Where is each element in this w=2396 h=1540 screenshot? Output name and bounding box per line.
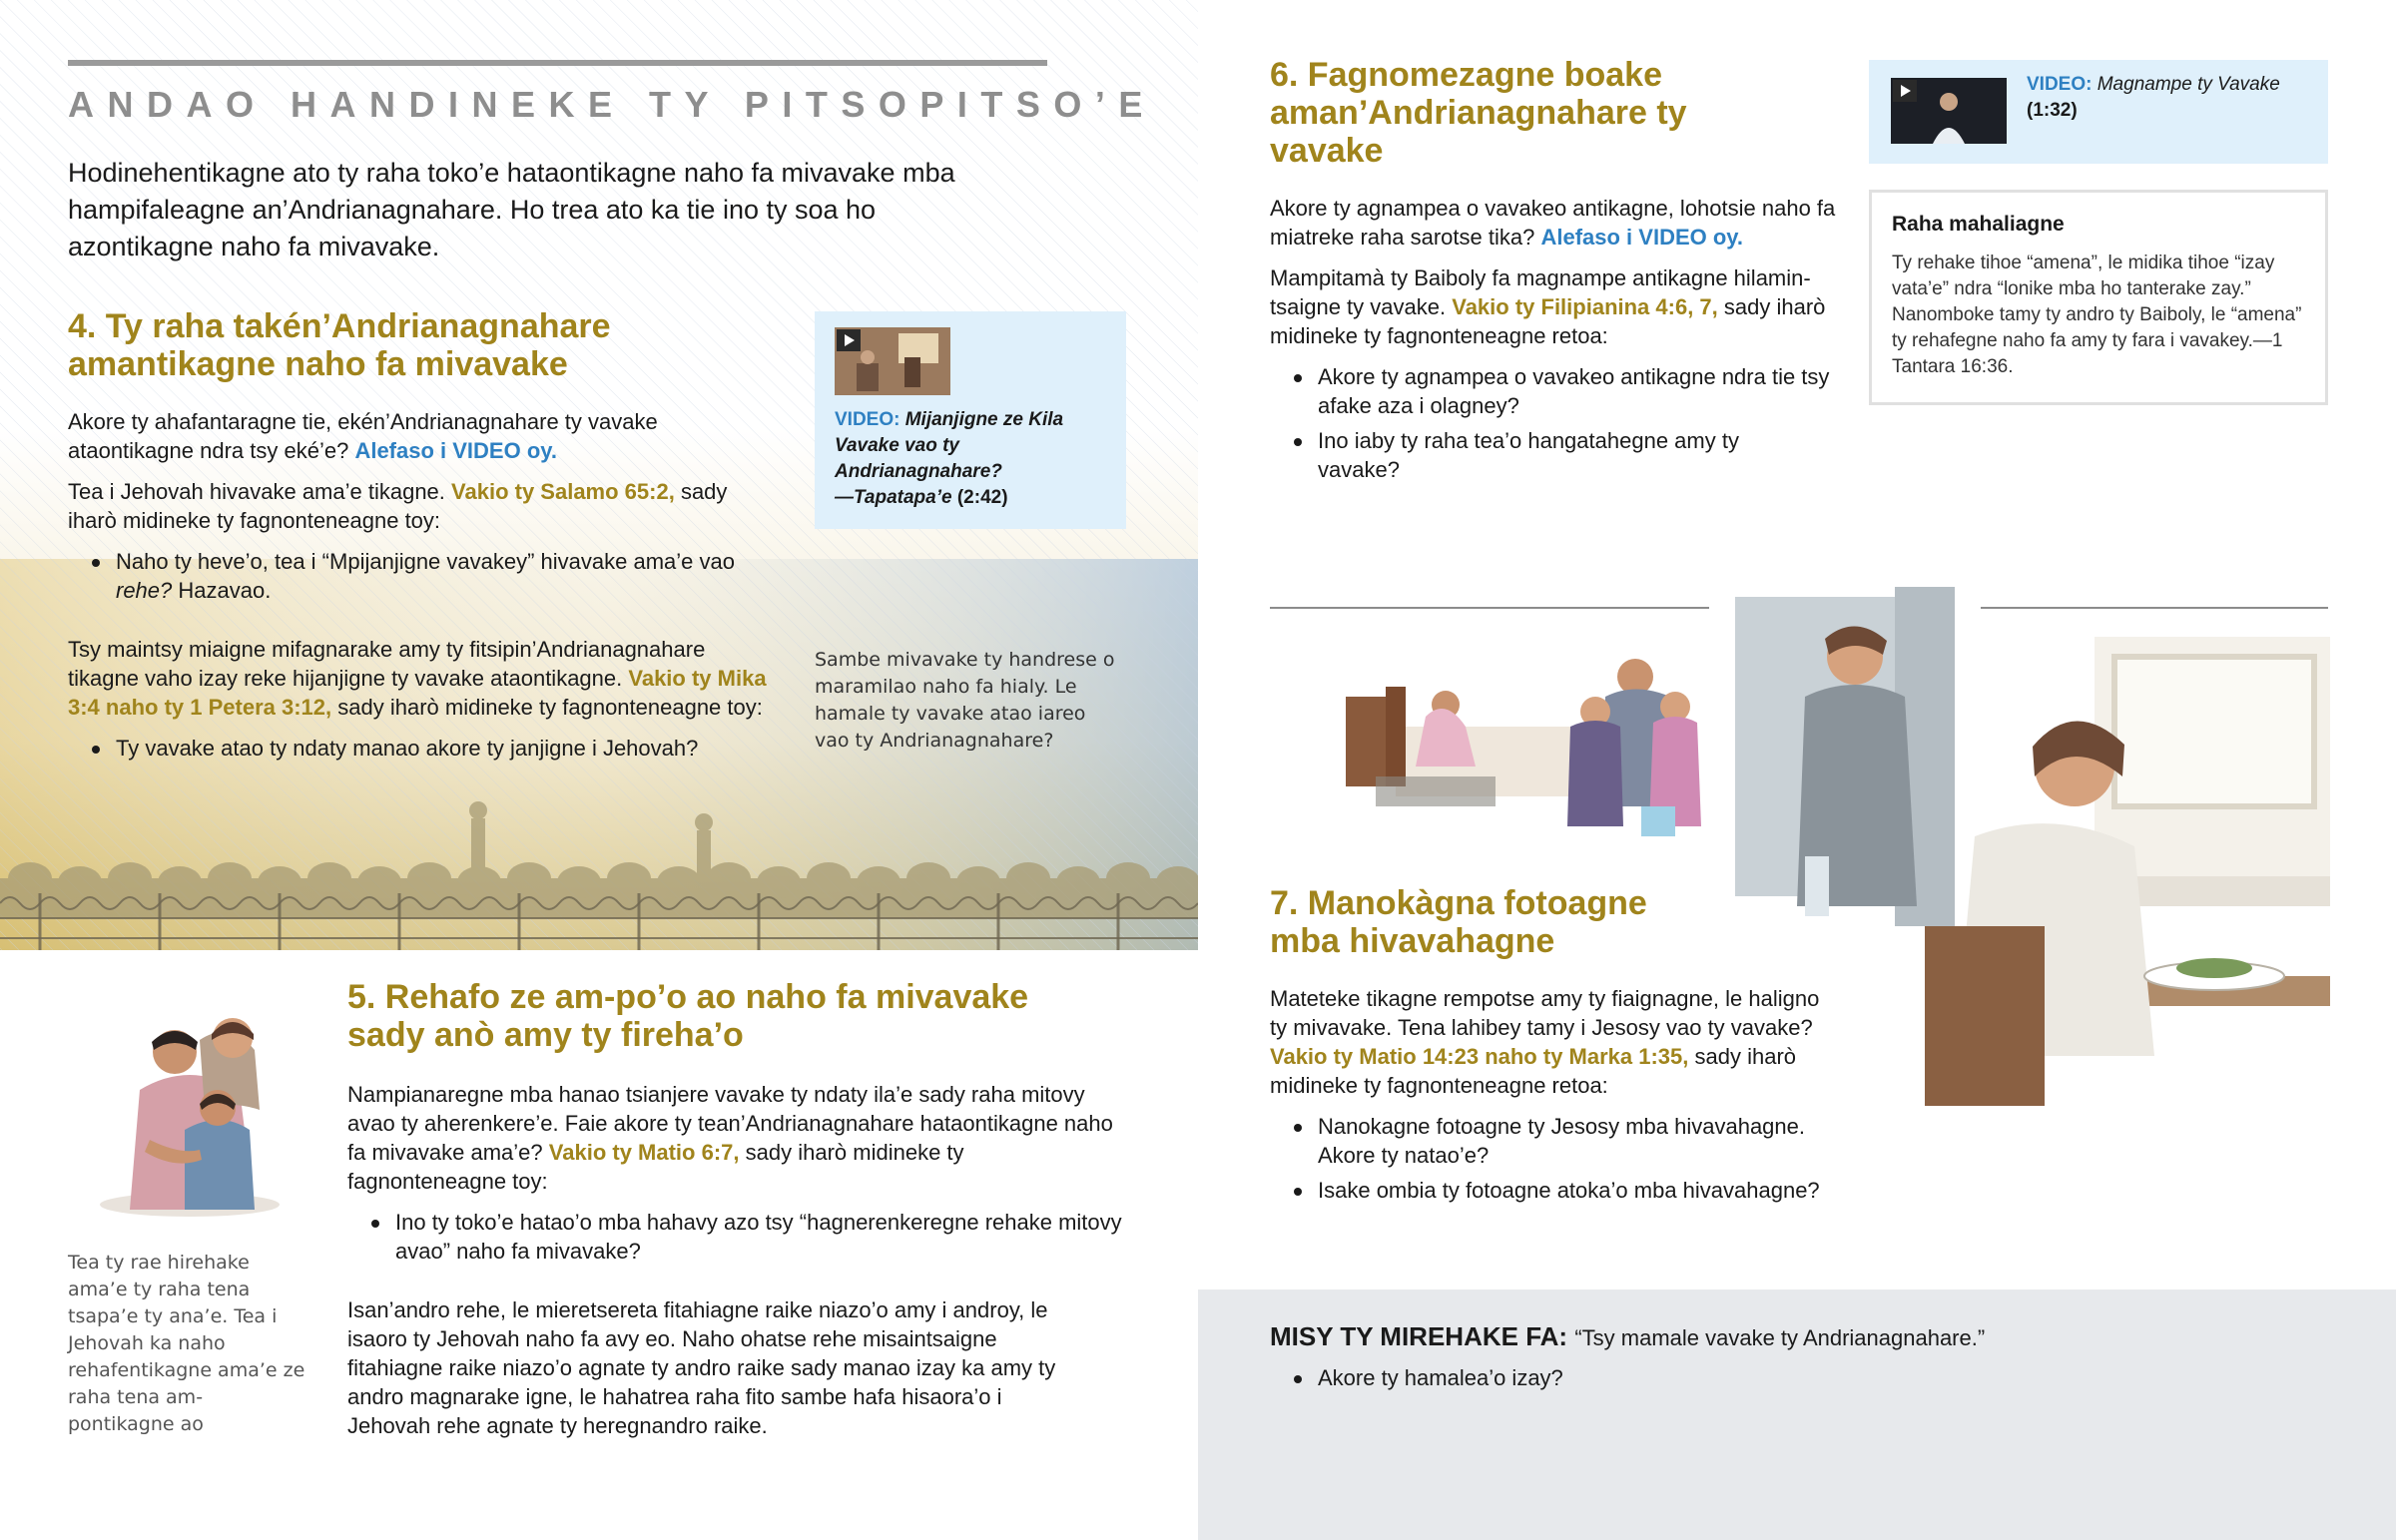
footer-claim — [1270, 1319, 2348, 1355]
section4-bullet2: Ty vavake atao ty ndaty manao akore ty janjigne i Jehovah? — [68, 734, 767, 763]
section4-ref-salamo[interactable]: Vakio ty Salamo 65:2, — [451, 479, 675, 504]
video-thumbnail-2[interactable] — [1891, 78, 2007, 144]
section4-title: 4. Ty raha takén’Andrianagnahare amantikagne naho fa mivavake — [68, 307, 611, 383]
sidebox-text: Ty rehake tihoe “amena”, le midika tihoe “izay vata’e” ndra “lonike mba ho tanterake zay.” Nanomboke tamy ty andro ty Baiboly, le “amena” ty rehafegne naho fa amy ty fara i vavakey.—1 Tantara 16:36. — [1892, 253, 2302, 377]
section5-p1: Nampianaregne mba hanao tsianjere vavake ty ndaty ila’e sady raha mitovy avao ty aherenkere’e. Faie akore ty tean’Andrianagnahare hataontikagne naho fa mivavake ama’e? — [347, 1082, 1113, 1165]
section4-bullet1-tail: Hazavao. — [178, 578, 272, 603]
section4-bullet1-italic: rehe? — [116, 578, 173, 603]
section4-p2-tail: sady iharò midineke ty fagnonteneagne toy: — [68, 479, 728, 533]
section6-p2: Mampitamà ty Baiboly fa magnampe antikagne hilamin-tsaigne ty vavake. — [1270, 265, 1811, 319]
footer-bullets — [1270, 1363, 2069, 1392]
father-son-prayer-illustration — [90, 980, 290, 1220]
footer-quote: “Tsy mamale vavake ty Andrianagnahare.” — [1574, 1325, 1986, 1350]
section7-p1: Mateteke tikagne rempotse amy ty fiaignagne, le haligno ty mivavake. Tena lahibey tamy i Jesosy vao ty vavake? — [1270, 986, 1820, 1040]
section7-p1-tail: sady iharò midineke ty fagnonteneagne retoa: — [1270, 1044, 1797, 1098]
section6-p2-tail: sady iharò midineke ty fagnonteneagne retoa: — [1270, 294, 1826, 348]
section4-image-caption: Sambe mivavake ty handrese o maramilao naho fa hialy. Le hamale ty vavake atao iareo vao ty Andrianagnahare? — [815, 649, 1115, 752]
info-sidebox — [1869, 190, 2328, 405]
section7-bullet1: Nanokagne fotoagne ty Jesosy mba hivavahagne. Akore ty natao’e? — [1270, 1112, 1837, 1170]
video-label: VIDEO: — [835, 409, 900, 430]
section5-bullet1: Ino ty toko’e hatao’o mba hahavy azo tsy “hagnerenkeregne rehake mitovy avao” naho fa mivavake? — [347, 1208, 1126, 1266]
section6-bullet1: Akore ty agnampea o vavakeo antikagne ndra tie tsy afake aza i olagney? — [1270, 362, 1849, 420]
section4-p2: Tea i Jehovah hivavake ama’e tikagne. — [68, 479, 445, 504]
footer-label: MISY TY MIREHAKE FA: — [1270, 1321, 1568, 1351]
section5-ref-matio[interactable]: Vakio ty Matio 6:7, — [548, 1140, 740, 1165]
section6-p1: Akore ty agnampea o vavakeo antikagne, lohotsie naho fa miatreke raha sarotse tika? — [1270, 196, 1836, 250]
section4-video-card[interactable] — [815, 311, 1126, 529]
video-title-2: Magnampe ty Vavake — [2096, 74, 2280, 95]
section4-bullet1 — [68, 547, 767, 605]
sidebox-title: Raha mahaliagne — [1892, 213, 2065, 236]
section5-title: 5. Rehafo ze am-po’o ao naho fa mivavake sady anò amy ty fireha’o — [347, 978, 1029, 1054]
video-duration: (2:42) — [956, 487, 1008, 508]
section4-video-link[interactable]: Alefaso i VIDEO oy. — [354, 438, 557, 463]
section7-ref-matio-marka[interactable]: Vakio ty Matio 14:23 naho ty Marka 1:35, — [1270, 1044, 1689, 1069]
section6-video-card[interactable] — [1869, 60, 2328, 164]
footer-bullet1: Akore ty hamalea’o izay? — [1270, 1363, 2069, 1392]
section7-body — [1270, 984, 1829, 1205]
video-duration-2: (1:32) — [2027, 100, 2078, 121]
section7-title: 7. Manokàgna fotoagne mba hivavahagne — [1270, 884, 1647, 960]
section6-video-link[interactable]: Alefaso i VIDEO oy. — [1540, 225, 1744, 250]
section5-image-caption: Tea ty rae hirehake ama’e ty raha tena tsapa’e ty ana’e. Tea i Jehovah ka naho rehafentikagne ama’e ze raha tena am-pontikagne ao — [68, 1252, 305, 1435]
video-label-2: VIDEO: — [2027, 74, 2093, 95]
section6-body — [1270, 194, 1849, 484]
section6-bullet2: Ino iaby ty raha tea’o hangatahegne amy ty vavake? — [1270, 426, 1757, 484]
section6-ref-filipianina[interactable]: Vakio ty Filipianina 4:6, 7, — [1452, 294, 1718, 319]
section6-title: 6. Fagnomezagne boake aman’Andrianagnahare ty vavake — [1270, 56, 1687, 170]
section4-body — [68, 407, 767, 763]
video-thumbnail[interactable] — [835, 327, 950, 395]
video-title: Mijanjigne ze Kila Vavake vao ty Andrianagnahare? — [835, 409, 1064, 482]
page-title: ANDAO HANDINEKE TY PITSOPITSO’E — [68, 84, 1156, 125]
section6-video-text — [2027, 72, 2316, 124]
section4-bullet1-text: Naho ty heve’o, tea i “Mpijanjigne vavakey” hivavake ama’e vao — [116, 549, 735, 574]
play-icon[interactable] — [837, 329, 861, 351]
header-rule — [68, 60, 1047, 66]
section7-bullet2: Isake ombia ty fotoagne atoka’o mba hivavahagne? — [1270, 1176, 1829, 1205]
section4-p1: Akore ty ahafantaragne tie, ekén’Andrianagnahare ty vavake ataontikagne ndra tsy eké’e? — [68, 409, 658, 463]
section5-body — [347, 1080, 1126, 1440]
section4-ref-mika[interactable]: Vakio ty Mika 3:4 naho ty 1 Petera 3:12, — [68, 666, 767, 720]
intro-paragraph: Hodinehentikagne ato ty raha toko’e hataontikagne naho fa mivavake mba hampifaleagne an’Andrianagnahare. Ho trea ato ka tie ino ty soa ho azontikagne naho fa mivavake. — [68, 158, 955, 261]
play-icon-2[interactable] — [1893, 80, 1917, 102]
section5-p2: Isan’andro rehe, le mieretsereta fitahiagne raike niazo’o amy i androy, le isaoro ty Jehovah naho fa avy eo. Naho ohatse rehe misaintsaigne fitahiagne raike niazo’o agnate ty andro raike sady manao izay ka amy ty andro magnarake igne, le hahatrea raha fito sambe hafa hisaora’o i Jehovah rehe agnate ty heregnandro raike. — [347, 1297, 1056, 1438]
section4-p3-tail: sady iharò midineke ty fagnonteneagne toy: — [337, 695, 763, 720]
section4-p3: Tsy maintsy miaigne mifagnarake amy ty fitsipin’Andrianagnahare tikagne vaho izay reke hijanjigne ty vavake ataontikagne. — [68, 637, 706, 691]
video-subtitle: —Tapatapa’e — [835, 487, 952, 508]
section4-video-text — [835, 407, 1114, 511]
section5-p1-tail: sady iharò midineke ty fagnonteneagne toy: — [347, 1140, 964, 1194]
